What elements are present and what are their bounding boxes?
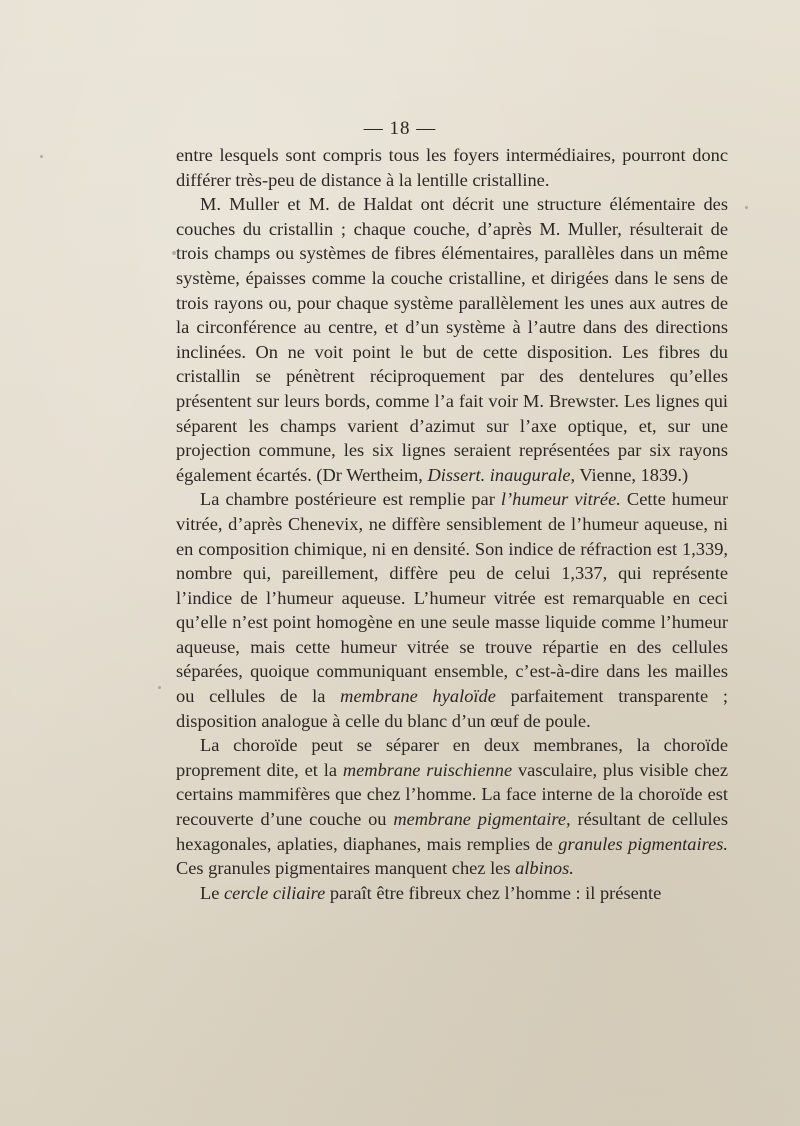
italic-segment: membrane ruischienne (342, 759, 513, 780)
italic-segment: albinos. (515, 858, 574, 879)
italic-segment: membrane hyaloïde (340, 686, 496, 707)
italic-segment: l’humeur vitrée. (500, 489, 621, 510)
italic-segment: granules pigmentaires. (558, 833, 728, 854)
text-segment: parfaitement transparente ; disposition analogue à celle du blanc d’un œuf de poule. (176, 686, 728, 731)
text-segment: résultant de cellules hexagonales, aplaties, diaphanes, mais remplies de (176, 809, 728, 854)
text-segment: Cette humeur vitrée, d’après Chenevix, ne diffère sensiblement de l’humeur aqueuse, ni en composition chimique, ni en densité. Son indice de réfraction est 1,339, nombre qui, pareillement, diffère peu de celui 1,337, qui représente l’indice de l’humeur aqueuse. L’humeur vitrée est remarquable en ceci qu’elle n’est point homogène en une seule masse liquide comme l’humeur aqueuse, mais cette humeur vitrée se trouve répartie en des cellules séparées, quoique communiquant ensemble, c’est-à-dire dans les mailles ou cellules de la (176, 489, 728, 707)
text-segment: paraît être fibreux chez l’homme : il présente (325, 882, 662, 903)
text-segment: Le (200, 882, 224, 903)
ink-spot (40, 155, 43, 158)
ink-spot (158, 686, 161, 689)
ink-spot (745, 206, 748, 209)
body-text (176, 143, 728, 905)
paragraph-4 (176, 733, 728, 881)
text-segment: M. Muller et M. de Haldat ont décrit une structure élémentaire des couches du cristallin ; chaque couche, d’après M. Muller, résulterait de trois champs ou systèmes de fibres élémentaires, parallèles dans un même système, épaisses comme la couche cristalline, et dirigées dans le sens de trois rayons ou, pour chaque système parallèlement les unes aux autres de la circonférence au centre, et d’un système à l’autre dans des directions inclinées. On ne voit point le but de cette disposition. Les fibres du cristallin se pénètrent réciproquement par des dentelures qu’elles présentent sur leurs bords, comme l’a fait voir M. Brewster. Les lignes qui séparent les champs varient d’azimut sur l’axe optique, et, sur une projection commune, les six lignes seraient représentées par six rayons également écartés. (Dr Wertheim, (176, 194, 728, 485)
text-segment: vasculaire, plus visible chez certains mammifères que chez l’homme. La face interne de la choroïde est recouverte d’une couche ou (176, 759, 728, 830)
italic-segment: Dissert. inaugurale (427, 464, 571, 485)
italic-segment: cercle ciliaire (224, 882, 326, 903)
text-segment: Ces granules pigmentaires manquent chez les (176, 858, 516, 879)
page-number: — 18 — (363, 118, 437, 139)
paragraph-3 (176, 487, 728, 733)
text-segment: La choroïde peut se séparer en deux membranes, la choroïde proprement dite, et la (176, 735, 728, 780)
text-segment: entre lesquels sont compris tous les foyers intermédiaires, pourront donc différer très-peu de distance à la lentille cristalline. (176, 145, 728, 190)
italic-segment: membrane pigmentaire, (393, 809, 571, 830)
paragraph-1 (176, 143, 728, 192)
paragraph-2 (176, 192, 728, 487)
text-segment: , Vienne, 1839.) (570, 464, 689, 485)
text-segment: La chambre postérieure est remplie par (200, 489, 501, 510)
ink-spot (172, 251, 176, 255)
paragraph-5 (176, 881, 728, 906)
